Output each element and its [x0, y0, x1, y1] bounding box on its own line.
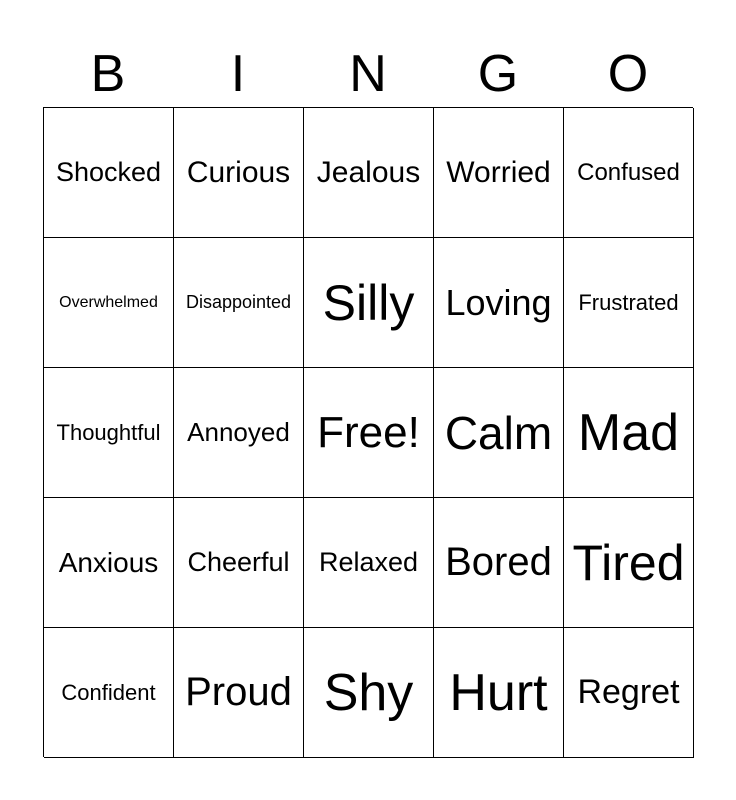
cell-label: Relaxed — [318, 547, 419, 577]
bingo-cell[interactable] — [564, 498, 694, 628]
cell-label: Disappointed — [185, 292, 292, 312]
bingo-cell[interactable] — [304, 628, 434, 758]
bingo-cell[interactable] — [174, 108, 304, 238]
header-letter-g: G — [477, 45, 519, 103]
cell-label: Free! — [317, 407, 420, 457]
cell-label: Silly — [322, 274, 415, 331]
bingo-cell[interactable] — [174, 628, 304, 758]
bingo-cell[interactable] — [434, 108, 564, 238]
bingo-cell[interactable] — [434, 628, 564, 758]
bingo-cell[interactable] — [174, 238, 304, 368]
cell-label: Bored — [445, 540, 552, 584]
cell-label: Hurt — [449, 663, 548, 722]
cell-label: Shy — [323, 663, 414, 722]
cell-label: Thoughtful — [56, 419, 161, 445]
cell-label: Overwhelmed — [59, 293, 158, 311]
cell-label: Jealous — [316, 155, 421, 189]
cell-label: Regret — [577, 673, 680, 711]
bingo-cell[interactable] — [44, 108, 174, 238]
cell-label: Mad — [577, 403, 680, 462]
cell-label: Tired — [572, 534, 685, 591]
bingo-cell[interactable] — [304, 498, 434, 628]
bingo-cell[interactable] — [434, 368, 564, 498]
bingo-card-grid — [43, 107, 693, 757]
bingo-cell[interactable] — [304, 238, 434, 368]
bingo-cell[interactable] — [174, 368, 304, 498]
bingo-cell[interactable] — [44, 238, 174, 368]
cell-label: Curious — [186, 155, 291, 189]
cell-label: Loving — [445, 281, 552, 323]
cell-label: Worried — [446, 155, 551, 189]
bingo-cell[interactable] — [44, 498, 174, 628]
bingo-free-cell[interactable] — [304, 368, 434, 498]
cell-label: Anxious — [58, 546, 159, 578]
bingo-header — [43, 40, 693, 108]
cell-label: Shocked — [55, 157, 162, 187]
header-letter-b: B — [90, 45, 126, 103]
cell-label: Confused — [577, 158, 680, 186]
cell-label: Confident — [61, 679, 156, 705]
bingo-cell[interactable] — [44, 368, 174, 498]
bingo-cell[interactable] — [434, 498, 564, 628]
bingo-cell[interactable] — [434, 238, 564, 368]
bingo-cell[interactable] — [44, 628, 174, 758]
cell-label: Frustrated — [578, 289, 679, 315]
header-letter-o: O — [607, 45, 649, 103]
bingo-cell[interactable] — [564, 368, 694, 498]
bingo-cell[interactable] — [174, 498, 304, 628]
bingo-cell[interactable] — [564, 108, 694, 238]
header-letter-n: N — [349, 45, 387, 103]
bingo-cell[interactable] — [564, 238, 694, 368]
bingo-cell[interactable] — [564, 628, 694, 758]
header-letter-i: I — [230, 45, 246, 103]
cell-label: Proud — [185, 670, 292, 714]
cell-label: Calm — [444, 406, 553, 459]
bingo-cell[interactable] — [304, 108, 434, 238]
cell-label: Annoyed — [187, 417, 290, 447]
cell-label: Cheerful — [187, 547, 290, 577]
